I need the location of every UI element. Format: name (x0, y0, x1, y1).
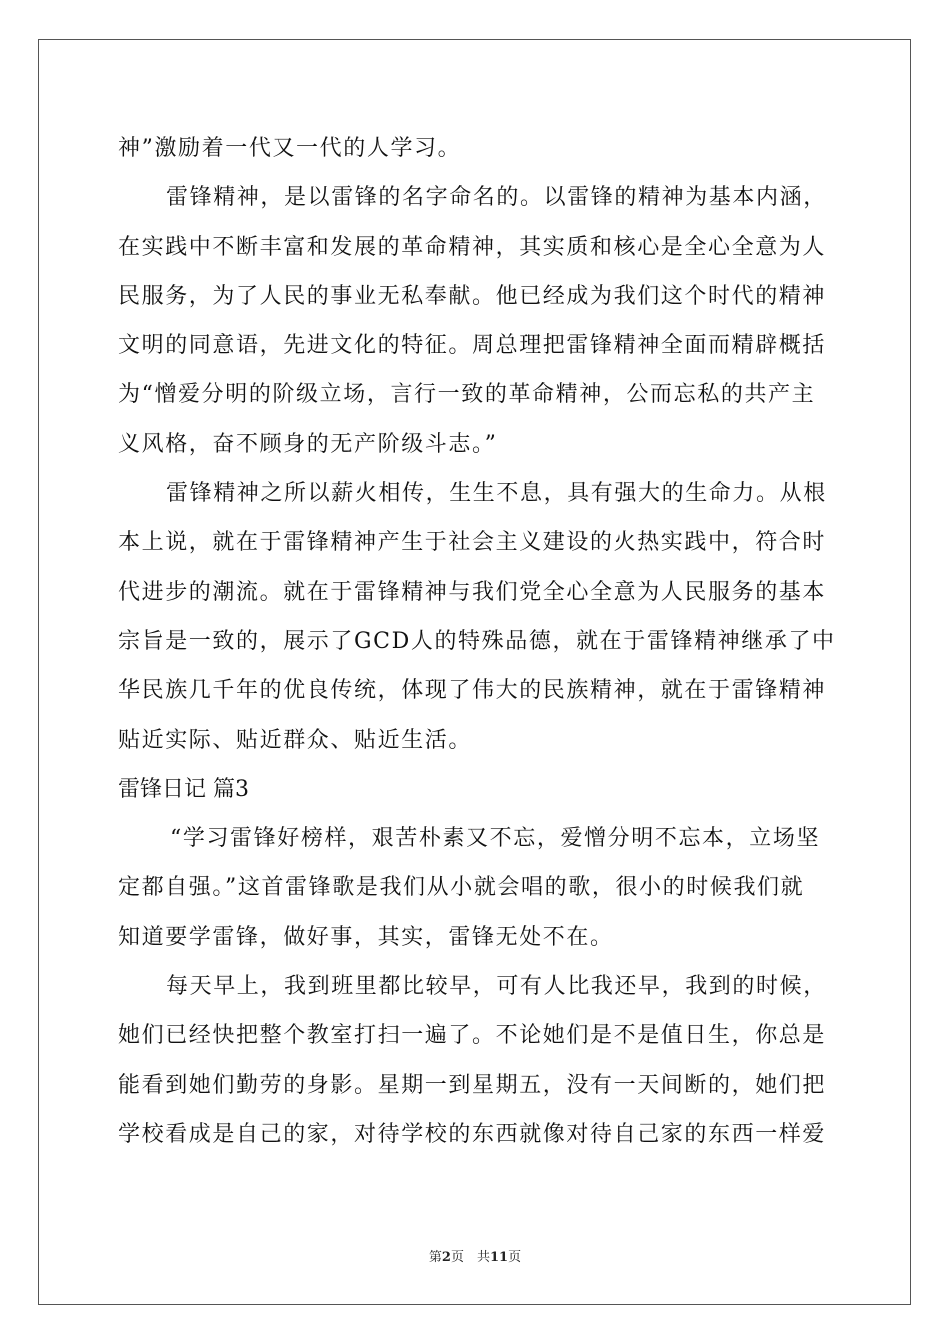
section-heading: 雷锋日记 篇3 (118, 776, 249, 802)
paragraph-start-line: 每天早上，我到班里都比较早，可有人比我还早，我到的时候， (166, 974, 827, 1000)
footer-page-mid: 页 共 (450, 1250, 490, 1265)
paragraph-start-line: 雷锋精神，是以雷锋的名字命名的。以雷锋的精神为基本内涵， (166, 185, 827, 211)
text-line: 义风格，奋不顾身的无产阶级斗志。” (118, 431, 498, 457)
text-line: 本上说，就在于雷锋精神产生于社会主义建设的火热实践中，符合时 (118, 530, 827, 556)
text-line: 贴近实际、贴近群众、贴近生活。 (118, 727, 473, 753)
footer-page-number: 2 (441, 1250, 451, 1265)
text-line: 文明的同意语，先进文化的特征。周总理把雷锋精神全面而精辟概括 (118, 333, 827, 359)
paragraph-start-line: 雷锋精神之所以薪火相传，生生不息，具有强大的生命力。从根 (166, 481, 827, 507)
text-line: 为“憎爱分明的阶级立场，言行一致的革命精神，公而忘私的共产主 (118, 382, 816, 408)
footer-total-pages: 11 (489, 1250, 509, 1265)
text-line: 华民族几千年的优良传统，体现了伟大的民族精神，就在于雷锋精神 (118, 678, 827, 704)
text-line: 知道要学雷锋，做好事，其实，雷锋无处不在。 (118, 924, 614, 950)
text-line: 定都自强。”这首雷锋歌是我们从小就会唱的歌，很小的时候我们就 (118, 875, 805, 901)
footer-page-prefix: 第 (428, 1250, 442, 1265)
text-line: 能看到她们勤劳的身影。星期一到星期五，没有一天间断的，她们把 (118, 1072, 827, 1098)
paragraph-start-line: “学习雷锋好榜样，艰苦朴素又不忘，爱憎分明不忘本，立场坚 (170, 826, 821, 852)
page-footer (0, 1246, 950, 1265)
text-line: 宗旨是一致的，展示了GCD人的特殊品德，就在于雷锋精神继承了中 (118, 628, 836, 654)
text-line: 她们已经快把整个教室打扫一遍了。不论她们是不是值日生，你总是 (118, 1023, 827, 1049)
text-line: 代进步的潮流。就在于雷锋精神与我们党全心全意为人民服务的基本 (118, 579, 827, 605)
document-body (118, 124, 836, 1159)
text-line: 神”激励着一代又一代的人学习。 (118, 136, 462, 161)
text-line: 学校看成是自己的家，对待学校的东西就像对待自己家的东西一样爱 (118, 1121, 827, 1147)
text-line: 民服务，为了人民的事业无私奉献。他已经成为我们这个时代的精神 (118, 283, 827, 309)
footer-page-suffix: 页 (508, 1250, 522, 1265)
text-line: 在实践中不断丰富和发展的革命精神，其实质和核心是全心全意为人 (118, 234, 827, 260)
